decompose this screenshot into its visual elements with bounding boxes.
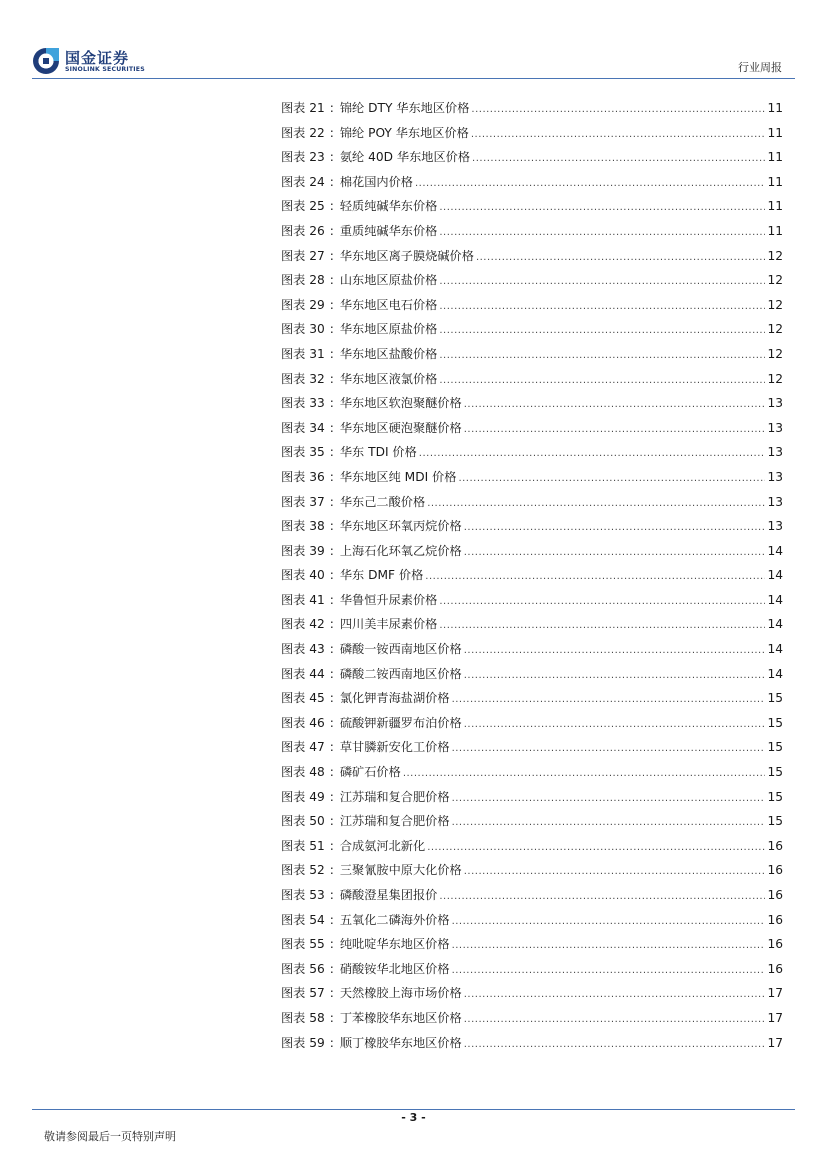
toc-entry-page: 14 (767, 543, 783, 558)
toc-entry[interactable] (281, 121, 783, 146)
toc-entry-separator: : (329, 469, 334, 484)
toc-dot-leader (464, 541, 766, 566)
toc-entry-title: 华东地区盐酸价格 (339, 346, 438, 361)
toc-entry-page: 13 (767, 469, 783, 484)
toc-entry-label: 图表 28 (281, 273, 325, 288)
toc-entry-separator: : (329, 494, 334, 509)
toc-entry-label: 图表 49 (281, 789, 325, 804)
toc-entry-page: 16 (767, 888, 783, 902)
toc-entry-title: 硫酸钾新疆罗布泊价格 (339, 715, 462, 730)
toc-entry-separator: : (329, 248, 334, 263)
toc-entry-title: 锦纶 POY 华东地区价格 (339, 125, 469, 140)
toc-entry-label: 图表 45 (281, 691, 325, 706)
toc-entry-label: 图表 48 (281, 765, 325, 780)
toc-entry[interactable] (281, 170, 783, 195)
toc-entry-separator: : (329, 789, 334, 804)
toc-entry-page: 14 (767, 592, 783, 607)
toc-entry-label: 图表 40 (281, 568, 325, 583)
toc-entry[interactable] (281, 539, 783, 564)
toc-entry-label: 图表 34 (281, 420, 325, 435)
toc-entry-title: 轻质纯碱华东价格 (339, 199, 438, 214)
toc-entry-label: 图表 46 (281, 715, 325, 730)
toc-entry-title: 华东 TDI 价格 (339, 445, 417, 460)
toc-entry-page: 13 (767, 519, 783, 534)
toc-entry-separator: : (329, 765, 334, 780)
toc-dot-leader (464, 664, 766, 689)
toc-entry-page: 12 (767, 371, 783, 386)
toc-dot-leader (427, 836, 765, 861)
toc-entry-title: 华东地区电石价格 (339, 297, 438, 312)
toc-entry-label: 图表 23 (281, 150, 325, 165)
toc-entry[interactable] (281, 637, 783, 662)
toc-entry[interactable] (281, 219, 783, 244)
toc-entry-label: 图表 29 (281, 297, 325, 312)
toc-entry-page: 14 (767, 666, 783, 681)
toc-entry[interactable] (281, 908, 783, 933)
toc-entry[interactable] (281, 686, 783, 711)
toc-dot-leader (464, 860, 766, 885)
toc-entry[interactable] (281, 96, 783, 121)
toc-entry-separator: : (329, 420, 334, 435)
toc-entry[interactable] (281, 145, 783, 170)
toc-entry-separator: : (329, 125, 334, 140)
toc-entry-label: 图表 38 (281, 519, 325, 534)
toc-entry-separator: : (329, 273, 334, 288)
toc-entry-title: 纯吡啶华东地区价格 (339, 937, 450, 952)
toc-entry-separator: : (329, 863, 334, 878)
toc-entry[interactable] (281, 1006, 783, 1031)
toc-entry[interactable] (281, 367, 783, 392)
toc-entry-page: 15 (767, 814, 783, 829)
header-divider (32, 78, 795, 79)
toc-entry-label: 图表 27 (281, 248, 325, 263)
toc-entry-page: 15 (767, 715, 783, 730)
toc-dot-leader (439, 196, 765, 221)
toc-entry-title: 磷酸澄星集团报价 (339, 888, 438, 902)
toc-dot-leader (452, 910, 766, 935)
toc-entry-title: 磷矿石价格 (339, 765, 401, 780)
toc-entry[interactable] (281, 391, 783, 416)
toc-entry[interactable] (281, 563, 783, 588)
toc-dot-leader (439, 221, 765, 246)
toc-entry-separator: : (329, 223, 334, 238)
toc-entry-separator: : (329, 642, 334, 657)
toc-entry-separator: : (329, 445, 334, 460)
toc-entry-title: 华东地区液氯价格 (339, 371, 438, 386)
toc-entry-page: 16 (767, 912, 783, 927)
toc-entry-title: 三聚氰胺中原大化价格 (339, 863, 462, 878)
toc-entry[interactable] (281, 194, 783, 219)
toc-entry[interactable] (281, 416, 783, 441)
toc-entry[interactable] (281, 785, 783, 810)
toc-entry-title: 江苏瑞和复合肥价格 (339, 814, 450, 829)
toc-entry-page: 12 (767, 346, 783, 361)
toc-entry[interactable] (281, 465, 783, 490)
brand-name-cn: 国金证券 (65, 49, 130, 67)
toc-dot-leader (439, 885, 765, 910)
toc-entry-title: 华东地区纯 MDI 价格 (339, 469, 457, 484)
toc-entry-label: 图表 33 (281, 396, 325, 411)
toc-entry-title: 华东己二酸价格 (339, 494, 426, 509)
toc-dot-leader (452, 811, 766, 836)
toc-entry[interactable] (281, 490, 783, 515)
toc-entry-separator: : (329, 396, 334, 411)
toc-entry-page: 11 (767, 223, 783, 238)
toc-entry-title: 氨纶 40D 华东地区价格 (339, 150, 471, 165)
toc-entry-page: 12 (767, 273, 783, 288)
toc-entry-page: 16 (767, 863, 783, 878)
toc-dot-leader (439, 270, 765, 295)
toc-entry-separator: : (329, 617, 334, 632)
toc-entry-page: 11 (767, 101, 783, 115)
toc-entry[interactable] (281, 711, 783, 736)
toc-entry-label: 图表 50 (281, 814, 325, 829)
disclaimer: 敬请参阅最后一页特别声明 (44, 1130, 176, 1143)
toc-entry-title: 草甘膦新安化工价格 (339, 740, 450, 755)
report-type: 行业周报 (738, 61, 782, 74)
toc-entry[interactable] (281, 957, 783, 982)
toc-entry-page: 14 (767, 568, 783, 583)
toc-dot-leader (464, 393, 766, 418)
toc-entry-label: 图表 57 (281, 986, 325, 1001)
toc-entry-label: 图表 42 (281, 617, 325, 632)
toc-entry-page: 16 (767, 838, 783, 853)
toc-entry-title: 江苏瑞和复合肥价格 (339, 789, 450, 804)
toc-entry-title: 合成氨河北新化 (339, 838, 426, 853)
toc-dot-leader (464, 713, 766, 738)
toc-entry-title: 华东地区离子膜烧碱价格 (339, 248, 474, 263)
toc-entry-page: 15 (767, 740, 783, 755)
toc-entry-page: 16 (767, 937, 783, 952)
toc-entry-page: 11 (767, 174, 783, 189)
toc-entry-separator: : (329, 961, 334, 976)
toc-entry[interactable] (281, 760, 783, 785)
toc-entry-separator: : (329, 937, 334, 952)
toc-entry[interactable] (281, 588, 783, 613)
toc-dot-leader (464, 418, 766, 443)
toc-entry-page: 13 (767, 445, 783, 460)
toc-entry-title: 山东地区原盐价格 (339, 273, 438, 288)
toc-entry-separator: : (329, 740, 334, 755)
toc-entry-label: 图表 31 (281, 346, 325, 361)
toc-entry[interactable] (281, 293, 783, 318)
toc-dot-leader (464, 1008, 766, 1033)
toc-entry-page: 17 (767, 1010, 783, 1025)
company-logo (32, 47, 172, 77)
toc-dot-leader (425, 565, 765, 590)
toc-entry-page: 11 (767, 125, 783, 140)
toc-entry-separator: : (329, 912, 334, 927)
toc-entry-separator: : (329, 1035, 334, 1050)
toc-dot-leader (452, 787, 766, 812)
toc-entry-page: 13 (767, 420, 783, 435)
toc-entry-label: 图表 47 (281, 740, 325, 755)
toc-entry-title: 华东地区环氧丙烷价格 (339, 519, 462, 534)
toc-dot-leader (439, 369, 765, 394)
toc-dot-leader (458, 467, 765, 492)
toc-entry-separator: : (329, 592, 334, 607)
toc-entry-label: 图表 39 (281, 543, 325, 558)
toc-entry-page: 13 (767, 494, 783, 509)
toc-entry-label: 图表 56 (281, 961, 325, 976)
toc-entry-label: 图表 24 (281, 174, 325, 189)
footer-divider (32, 1109, 795, 1110)
toc-dot-leader (464, 639, 766, 664)
toc-entry-title: 磷酸二铵西南地区价格 (339, 666, 462, 681)
toc-entry-page: 16 (767, 961, 783, 976)
toc-entry-separator: : (329, 888, 334, 902)
toc-dot-leader (476, 246, 766, 271)
toc-entry-page: 17 (767, 986, 783, 1001)
toc-entry-title: 棉花国内价格 (339, 174, 413, 189)
toc-dot-leader (452, 688, 766, 713)
toc-entry-page: 15 (767, 789, 783, 804)
toc-entry[interactable] (281, 1031, 783, 1056)
toc-entry-label: 图表 36 (281, 469, 325, 484)
toc-entry-separator: : (329, 101, 334, 115)
toc-entry-label: 图表 53 (281, 888, 325, 902)
toc-entry-page: 14 (767, 642, 783, 657)
toc-dot-leader (452, 934, 766, 959)
toc-entry-title: 四川美丰尿素价格 (339, 617, 438, 632)
toc-entry-separator: : (329, 666, 334, 681)
brand-name-en: SINOLINK SECURITIES (65, 66, 145, 73)
toc-dot-leader (403, 762, 766, 787)
toc-entry-title: 重质纯碱华东价格 (339, 223, 438, 238)
toc-entry-separator: : (329, 346, 334, 361)
toc-entry[interactable] (281, 612, 783, 637)
toc-dot-leader (471, 123, 766, 148)
toc-entry-label: 图表 54 (281, 912, 325, 927)
toc-dot-leader (415, 172, 765, 197)
toc-entry-separator: : (329, 371, 334, 386)
toc-entry-page: 13 (767, 396, 783, 411)
toc-entry-separator: : (329, 1010, 334, 1025)
toc-entry-separator: : (329, 568, 334, 583)
toc-entry-page: 15 (767, 765, 783, 780)
toc-entry-page: 12 (767, 322, 783, 337)
toc-entry-title: 五氧化二磷海外价格 (339, 912, 450, 927)
toc-entry[interactable] (281, 317, 783, 342)
toc-entry[interactable] (281, 244, 783, 269)
toc-entry-page: 17 (767, 1035, 783, 1050)
toc-entry-separator: : (329, 814, 334, 829)
toc-entry-label: 图表 21 (281, 101, 325, 115)
toc-entry-title: 华东 DMF 价格 (339, 568, 424, 583)
toc-dot-leader (464, 1033, 766, 1058)
toc-entry-label: 图表 25 (281, 199, 325, 214)
toc-dot-leader (452, 737, 766, 762)
toc-entry-page: 12 (767, 297, 783, 312)
table-of-figures (281, 96, 783, 1055)
toc-entry-label: 图表 58 (281, 1010, 325, 1025)
toc-entry-page: 14 (767, 617, 783, 632)
toc-entry[interactable] (281, 662, 783, 687)
toc-entry-title: 锦纶 DTY 华东地区价格 (339, 101, 470, 115)
toc-entry-title: 硝酸铵华北地区价格 (339, 961, 450, 976)
toc-entry-separator: : (329, 519, 334, 534)
toc-entry-label: 图表 26 (281, 223, 325, 238)
toc-dot-leader (439, 344, 765, 369)
toc-entry[interactable] (281, 858, 783, 883)
toc-dot-leader (472, 147, 765, 172)
toc-entry-label: 图表 35 (281, 445, 325, 460)
toc-entry-separator: : (329, 691, 334, 706)
toc-entry-title: 华鲁恒升尿素价格 (339, 592, 438, 607)
toc-dot-leader (439, 614, 765, 639)
toc-entry[interactable] (281, 440, 783, 465)
toc-entry[interactable] (281, 735, 783, 760)
toc-entry[interactable] (281, 981, 783, 1006)
toc-entry-label: 图表 30 (281, 322, 325, 337)
toc-dot-leader (452, 959, 766, 984)
toc-entry-title: 顺丁橡胶华东地区价格 (339, 1035, 462, 1050)
toc-entry-label: 图表 59 (281, 1035, 325, 1050)
toc-entry-title: 上海石化环氧乙烷价格 (339, 543, 462, 558)
toc-entry-label: 图表 32 (281, 371, 325, 386)
toc-entry-separator: : (329, 838, 334, 853)
toc-entry-page: 15 (767, 691, 783, 706)
toc-entry-title: 华东地区软泡聚醚价格 (339, 396, 462, 411)
toc-entry-page: 12 (767, 248, 783, 263)
toc-dot-leader (427, 492, 765, 517)
toc-entry-title: 天然橡胶上海市场价格 (339, 986, 462, 1001)
toc-entry-page: 11 (767, 199, 783, 214)
toc-entry-page: 11 (767, 150, 783, 165)
toc-entry[interactable] (281, 268, 783, 293)
toc-entry-separator: : (329, 174, 334, 189)
toc-dot-leader (439, 590, 765, 615)
sinolink-logo-icon (32, 47, 60, 75)
toc-entry-label: 图表 44 (281, 666, 325, 681)
toc-entry[interactable] (281, 342, 783, 367)
toc-entry-title: 丁苯橡胶华东地区价格 (339, 1010, 462, 1025)
toc-entry-title: 磷酸一铵西南地区价格 (339, 642, 462, 657)
toc-dot-leader (464, 983, 766, 1008)
toc-entry-separator: : (329, 715, 334, 730)
toc-entry-label: 图表 37 (281, 494, 325, 509)
toc-dot-leader (464, 516, 766, 541)
toc-entry[interactable] (281, 932, 783, 957)
toc-entry-separator: : (329, 986, 334, 1001)
page-header (0, 0, 827, 80)
toc-entry[interactable] (281, 834, 783, 859)
page-number: - 3 - (401, 1111, 426, 1124)
toc-entry-label: 图表 52 (281, 863, 325, 878)
toc-entry-label: 图表 22 (281, 125, 325, 140)
toc-entry-separator: : (329, 150, 334, 165)
toc-entry-separator: : (329, 543, 334, 558)
toc-entry-title: 华东地区硬泡聚醚价格 (339, 420, 462, 435)
toc-entry-separator: : (329, 297, 334, 312)
toc-entry-title: 氯化钾青海盐湖价格 (339, 691, 450, 706)
toc-dot-leader (439, 295, 765, 320)
toc-entry-label: 图表 41 (281, 592, 325, 607)
toc-dot-leader (471, 98, 765, 123)
toc-dot-leader (439, 319, 765, 344)
toc-entry-title: 华东地区原盐价格 (339, 322, 438, 337)
toc-entry[interactable] (281, 514, 783, 539)
toc-entry-label: 图表 55 (281, 937, 325, 952)
toc-entry-separator: : (329, 199, 334, 214)
toc-entry-label: 图表 51 (281, 838, 325, 853)
toc-dot-leader (419, 442, 766, 467)
toc-entry[interactable] (281, 809, 783, 834)
toc-entry-separator: : (329, 322, 334, 337)
toc-entry[interactable] (281, 883, 783, 908)
toc-entry-label: 图表 43 (281, 642, 325, 657)
